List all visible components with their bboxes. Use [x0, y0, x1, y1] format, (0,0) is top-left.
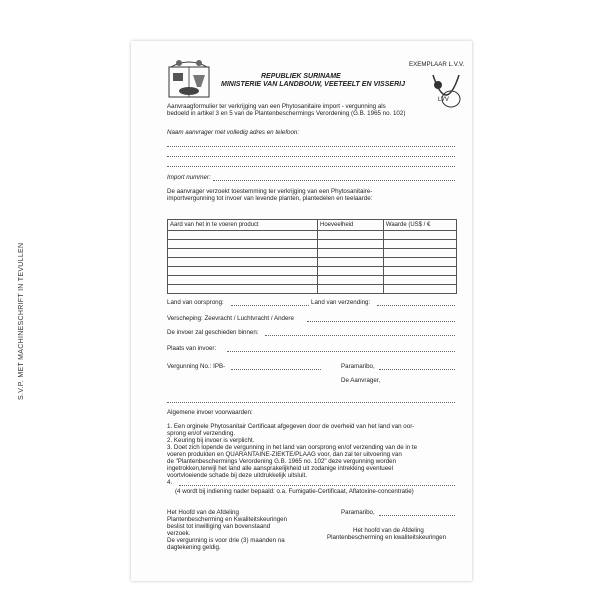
copy-label: EXEMPLAAR L.V.V.: [409, 61, 465, 68]
conditions-title: Algemene invoer voorwaarden:: [167, 409, 253, 416]
decision-text: beslist tot inwilliging van bovenstaand: [167, 523, 271, 530]
country-origin-label: Land van oorsprong:: [167, 299, 224, 306]
form-page: [131, 41, 472, 581]
city-label-2: Paramaribo,: [341, 509, 375, 516]
coat-of-arms-icon: [167, 57, 211, 101]
date-line[interactable]: [379, 369, 455, 370]
city-label: Paramaribo,: [341, 363, 375, 370]
entry-label: De invoer zal geschieden binnen:: [167, 329, 259, 336]
applicant-sign-label: De Aanvrager,: [341, 377, 381, 384]
table-row[interactable]: [168, 258, 457, 267]
place-line[interactable]: [227, 351, 455, 352]
table-row[interactable]: [168, 231, 457, 240]
intro-line: bedoeld in artikel 3 en 5 van de Plantenbeschermings Verordening (G.B. 1965 no. 102): [167, 110, 406, 117]
lvv-logo-icon: [429, 71, 463, 115]
head-sign: Het hoofd van de Afdeling: [353, 527, 424, 534]
decision-text: De vergunning is voor drie (3) maanden na: [167, 537, 285, 544]
condition-note: (4 wordt bij indiening nader bepaald: o.a. Fumigatie-Certificaat, Aflatoxine-concentratie): [175, 488, 414, 495]
col-header-value: Waarde (US$ / €: [383, 220, 456, 231]
table-row[interactable]: [168, 285, 457, 294]
table-row[interactable]: [168, 267, 457, 276]
logo-text: LVV: [438, 97, 449, 103]
condition-line: voeren produkten en QUARANTAINE-ZIEKTE/PLAAG voor, dan zal ter uitvoering van: [167, 451, 402, 458]
import-number-label: Import nummer:: [167, 174, 211, 181]
import-number-line[interactable]: [213, 180, 455, 181]
condition-line: voortvloeiende schade bij deze uitdrukkelijk uitsluit.: [167, 472, 307, 479]
separator-line: [167, 402, 455, 403]
decision-text: dagtekening geldig.: [167, 544, 221, 551]
permit-line[interactable]: [231, 369, 321, 370]
entry-line[interactable]: [265, 335, 455, 336]
decision-text: Plantenbescherming en Kwaliteitskeuringen: [167, 516, 288, 523]
header-ministry: MINISTERIE VAN LANDBOUW, VEETEELT EN VISSERIJ: [221, 81, 405, 88]
shipping-line[interactable]: [307, 321, 455, 322]
head-sign: Plantenbescherming en kwaliteitskeuringen: [327, 534, 447, 541]
condition-line: sprong en/of verzending.: [167, 430, 236, 437]
decision-text: Het Hoofd van de Afdeling: [167, 509, 239, 516]
permit-label: Vergunning No.: IPB-: [167, 363, 226, 370]
applicant-line[interactable]: [167, 146, 455, 147]
applicant-line[interactable]: [167, 166, 455, 167]
condition-line: ingetrokken,terwijl het land alle aansprakelijkheid uit zodanige intrekking eventueel: [167, 465, 393, 472]
condition-line: 1. Een orginele Phytosanitair Certificaat afgegeven door de overheid van het land van oor-: [167, 423, 415, 430]
condition-line: 3. Doet zich lopende de vergunning in het land van oorsprong en/of verzending van de in te: [167, 444, 418, 451]
country-shipping-label: Land van verzending:: [311, 299, 371, 306]
col-header-quantity: Hoeveelheid: [317, 220, 383, 231]
applicant-line[interactable]: [167, 156, 455, 157]
shipping-label: Verscheping: Zeevracht / Luchtvracht / Andere: [167, 315, 294, 322]
table-row[interactable]: [168, 240, 457, 249]
col-header-product: Aard van het in te voeren product: [168, 220, 318, 231]
country-origin-line[interactable]: [231, 305, 309, 306]
date-line-2[interactable]: [379, 515, 455, 516]
side-instruction: S.V.P. MET MACHINESCHRIFT IN TEVULLEN: [18, 242, 25, 400]
request-text: De aanvrager verzoekt toestemming ter verkrijging van een Phytosanitaire-: [167, 188, 373, 195]
condition-line: 2. Keuring bij invoer is verplicht.: [167, 437, 255, 444]
place-label: Plaats van invoer:: [167, 345, 217, 352]
condition-line: de "Plantenbeschermings Verordening G.B. 1965 no. 102" deze vergunning worden: [167, 458, 397, 465]
decision-text: verzoek.: [167, 530, 191, 537]
condition-4-line[interactable]: [179, 485, 455, 486]
applicant-label: Naam aanvrager met volledig adres en telefoon:: [167, 129, 300, 136]
country-shipping-line[interactable]: [377, 305, 455, 306]
table-row[interactable]: [168, 276, 457, 285]
intro-line: Aanvraagformulier ter verkrijging van een Phytosanitaire import - vergunning als: [167, 103, 386, 110]
header-title: REPUBLIEK SURINAME: [261, 73, 341, 80]
table-row[interactable]: [168, 249, 457, 258]
product-table: [167, 219, 457, 294]
condition-line: 4.: [167, 479, 173, 486]
request-text: importvergunning tot invoer van levende planten, plantedelen en teelaarde:: [167, 195, 373, 202]
